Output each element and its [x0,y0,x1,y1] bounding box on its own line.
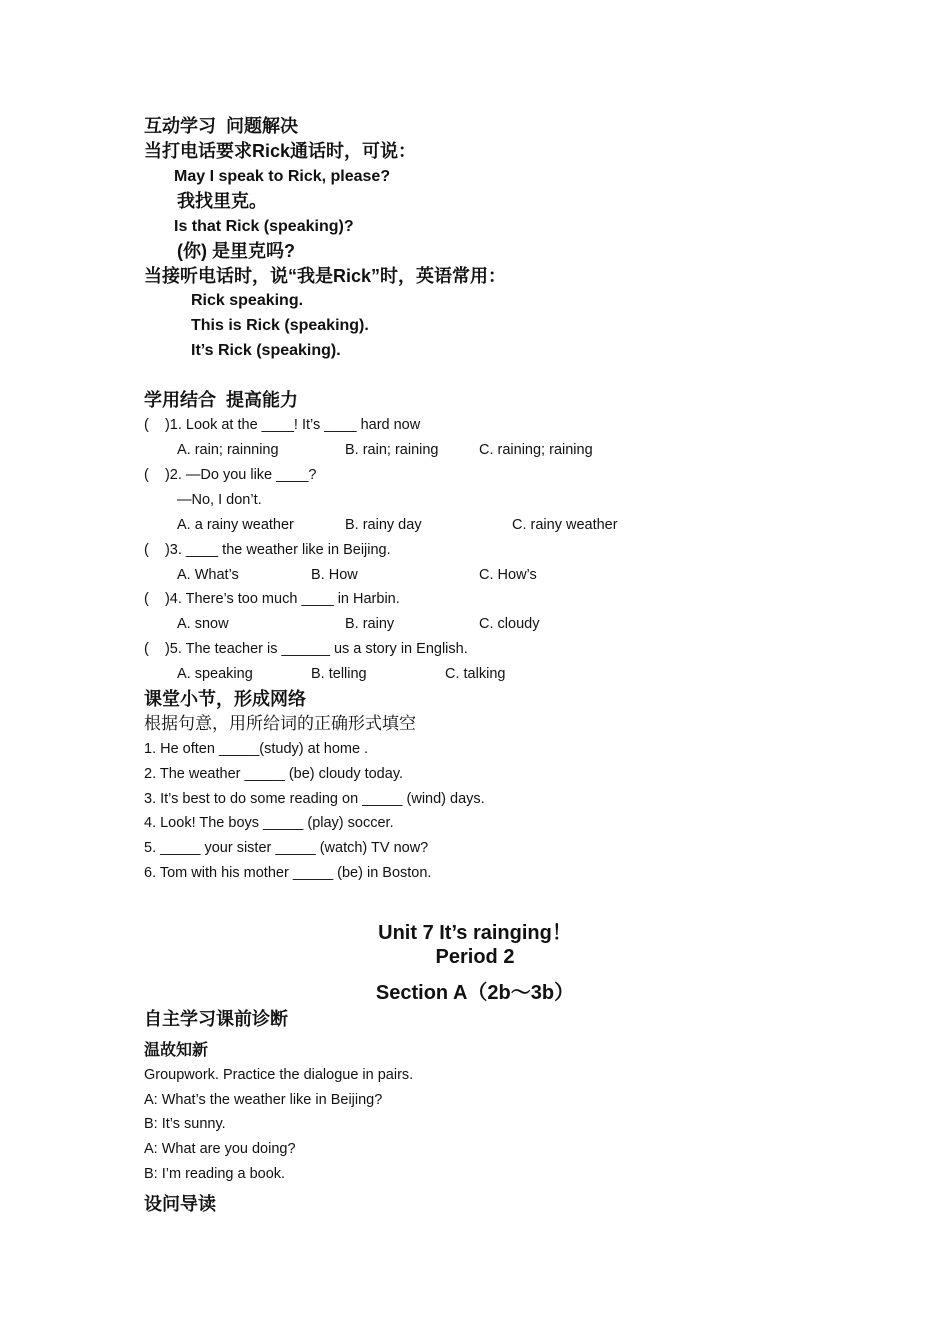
phrase-line: This is Rick (speaking). [191,317,369,334]
option-c: C. cloudy [479,616,540,632]
dialogue-line: A: What are you doing? [144,1141,296,1157]
section-heading-self-study: 自主学习课前诊断 [144,1009,288,1029]
option-c: C. rainy weather [512,517,618,533]
section-heading-practice: 学用结合 提高能力 [144,390,299,410]
option-b: B. telling [311,666,367,682]
fill-item-4: 4. Look! The boys _____ (play) soccer. [144,815,394,831]
fill-item-5: 5. _____ your sister _____ (watch) TV now? [144,840,429,856]
option-b: B. How [311,567,358,583]
phrase-line: May I speak to Rick, please? [174,168,391,185]
question-2: ( )2. —Do you like ____? [144,467,317,483]
dialogue-line: B: I’m reading a book. [144,1166,286,1182]
phrase-translation: 我找里克。 [177,191,267,211]
dialogue-line: A: What’s the weather like in Beijing? [144,1092,383,1108]
option-a: A. speaking [177,666,253,682]
period-title: Period 2 [435,946,515,968]
dialogue-line: B: It’s sunny. [144,1116,226,1132]
section-title: Section A（2b～3b） [375,982,575,1004]
option-b: B. rainy [345,616,395,632]
answer-intro-text: 当接听电话时，说“我是Rick”时，英语常用： [144,266,507,286]
option-c: C. How’s [479,567,537,583]
fill-item-3: 3. It’s best to do some reading on _____ (wind) days. [144,791,485,807]
option-c: C. talking [445,666,506,682]
phrase-translation: (你) 是里克吗? [177,241,295,261]
fill-item-2: 2. The weather _____ (be) cloudy today. [144,766,404,782]
option-b: B. rainy day [345,517,422,533]
phone-intro-text: 当打电话要求Rick通话时，可说： [144,141,417,161]
section-heading-interactive: 互动学习 问题解决 [144,116,299,136]
option-a: A. snow [177,616,229,632]
fill-in-instruction: 根据句意，用所给词的正确形式填空 [144,714,416,733]
option-a: A. rain; rainning [177,442,279,458]
option-b: B. rain; raining [345,442,439,458]
section-heading-summary: 课堂小节，形成网络 [144,689,306,709]
question-5: ( )5. The teacher is ______ us a story in English. [144,641,468,657]
subheading-review: 温故知新 [144,1042,209,1059]
question-1: ( )1. Look at the ____! It’s ____ hard now [144,417,421,433]
phrase-line: Rick speaking. [191,292,304,309]
question-3: ( )3. ____ the weather like in Beijing. [144,542,391,558]
unit-title: Unit 7 It’s rainging！ [378,922,572,944]
fill-item-1: 1. He often _____(study) at home . [144,741,369,757]
question-2-reply: —No, I don’t. [177,492,262,508]
phrase-line: Is that Rick (speaking)? [174,218,354,235]
fill-item-6: 6. Tom with his mother _____ (be) in Boston. [144,865,432,881]
dialogue-instruction: Groupwork. Practice the dialogue in pairs. [144,1067,414,1083]
question-4: ( )4. There’s too much ____ in Harbin. [144,591,400,607]
option-c: C. raining; raining [479,442,593,458]
option-a: A. a rainy weather [177,517,294,533]
section-heading-guided-reading: 设问导读 [144,1194,216,1214]
option-a: A. What’s [177,567,239,583]
phrase-line: It’s Rick (speaking). [191,342,341,359]
